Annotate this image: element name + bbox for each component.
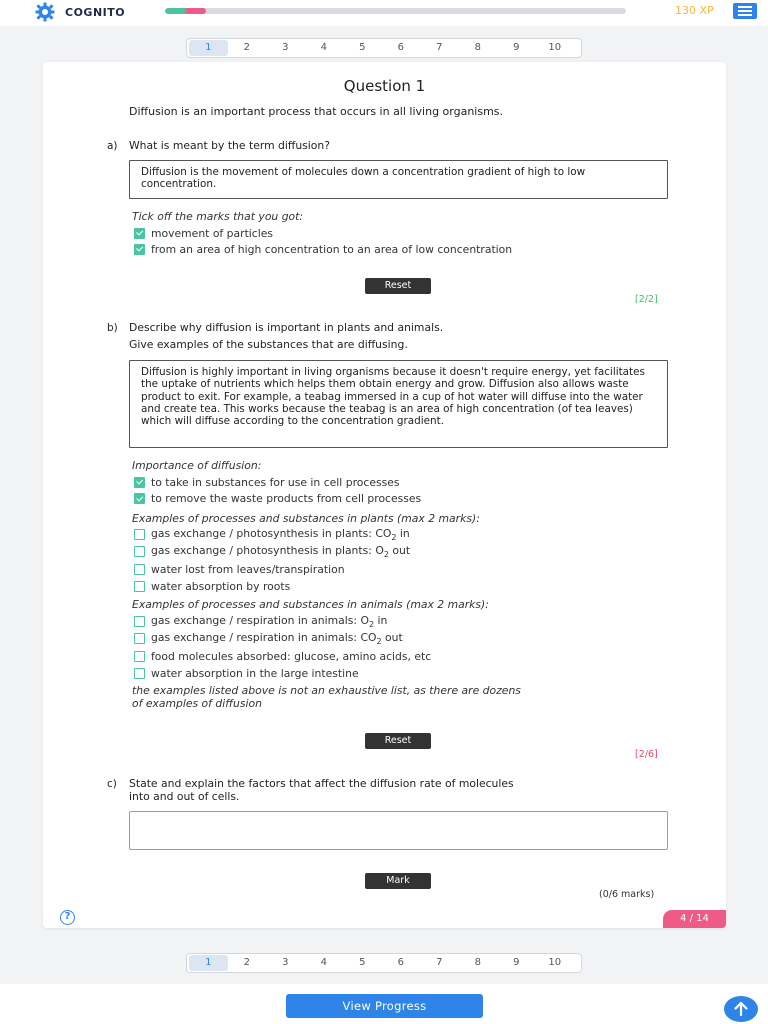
- mark-text: from an area of high concentration to an area of low concentration: [151, 242, 513, 256]
- mark-subscript: 2: [383, 550, 389, 560]
- part-b-letter: b): [107, 322, 118, 334]
- mark-label: [151, 631, 403, 646]
- part-c-letter: c): [107, 778, 117, 790]
- mark-text: out: [388, 544, 411, 558]
- question-intro: Diffusion is an important process that occurs in all living organisms.: [129, 105, 504, 118]
- part-a-mark-list: [134, 225, 512, 257]
- mark-checkbox-row[interactable]: [134, 543, 410, 560]
- checkbox-unchecked[interactable]: [134, 633, 145, 644]
- part-c-answer-input[interactable]: [129, 811, 668, 850]
- mark-label: [151, 227, 273, 240]
- part-b-importance-list: [134, 474, 421, 507]
- pagination-top-page-5[interactable]: 5: [359, 42, 366, 53]
- part-b-question-line1: Describe why diffusion is important in plants and animals.: [129, 321, 444, 334]
- mark-label: [151, 580, 290, 593]
- question-pagination-bottom: [186, 953, 582, 973]
- mark-label: [151, 492, 421, 505]
- question-pagination-top: [186, 38, 582, 58]
- part-a-answer-box[interactable]: Diffusion is the movement of molecules down a concentration gradient of high to low concentration.: [129, 160, 668, 199]
- mark-checkbox-row[interactable]: [134, 648, 431, 665]
- pagination-top-page-10[interactable]: 10: [548, 42, 562, 53]
- part-c-question-line2: into and out of cells.: [129, 790, 240, 803]
- pagination-bottom-page-1[interactable]: 1: [189, 955, 228, 971]
- checkbox-unchecked[interactable]: [134, 581, 145, 592]
- mark-text: out: [381, 631, 403, 645]
- part-c-marks-note: (0/6 marks): [599, 889, 655, 900]
- checkbox-unchecked[interactable]: [134, 616, 145, 627]
- mark-checkbox-row[interactable]: [134, 665, 431, 682]
- pagination-top-page-6[interactable]: 6: [397, 42, 404, 53]
- scroll-up-button[interactable]: [724, 996, 758, 1022]
- part-b-animals-list: [134, 613, 431, 682]
- mark-checkbox-row[interactable]: [134, 491, 421, 508]
- page-count-badge: 4 / 14: [663, 910, 726, 928]
- mark-subscript: 2: [368, 620, 375, 630]
- checkbox-checked[interactable]: [134, 228, 145, 239]
- part-b-note-line2: of examples of diffusion: [132, 697, 262, 710]
- mark-checkbox-row[interactable]: [134, 561, 410, 578]
- mark-checkbox-row[interactable]: [134, 630, 431, 647]
- part-b-plants-list: [134, 526, 410, 595]
- part-b-answer-box[interactable]: Diffusion is highly important in living organisms because it doesn't require energy, yet facilitates the uptake of nutrients which helps them obtain energy and grow. Diffusion also allows waste product to exit. For example, a teabag immersed in a cup of hot water will diffuse into the water and create tea. This works because the teabag is an area of high concentration (of tea leaves) which will diffuse according to the concentration gradient.: [129, 360, 668, 448]
- brand-name: COGNITO: [65, 5, 126, 19]
- question-title: Question 1: [343, 77, 426, 95]
- mark-checkbox-row[interactable]: [134, 474, 421, 491]
- menu-button[interactable]: [733, 3, 757, 19]
- pagination-top-page-9[interactable]: 9: [513, 42, 520, 53]
- mark-label: [151, 544, 410, 559]
- course-progress-bar: [165, 8, 626, 14]
- part-c-question-line1: State and explain the factors that affect the diffusion rate of molecules: [129, 777, 514, 790]
- pagination-bottom-page-9[interactable]: 9: [513, 957, 520, 968]
- part-b-question-line2: Give examples of the substances that are diffusing.: [129, 338, 408, 351]
- xp-counter: 130 XP: [675, 4, 714, 17]
- top-bar: [0, 0, 768, 26]
- mark-checkbox-row[interactable]: [134, 578, 410, 595]
- part-b-animals-heading: Examples of processes and substances in animals (max 2 marks):: [132, 598, 489, 611]
- mark-text: movement of particles: [151, 226, 274, 240]
- checkbox-checked[interactable]: [134, 493, 145, 504]
- bottom-bar: [0, 984, 768, 1024]
- part-b-note-line1: the examples listed above is not an exhaustive list, as there are dozens: [132, 684, 521, 697]
- mark-text: gas exchange / respiration in animals: O: [151, 614, 369, 628]
- mark-text: gas exchange / photosynthesis in plants: O: [151, 544, 384, 558]
- pagination-bottom-page-7[interactable]: 7: [436, 957, 443, 968]
- course-progress-fill: [165, 8, 206, 14]
- mark-text: to remove the waste products from cell processes: [151, 492, 422, 506]
- checkbox-unchecked[interactable]: [134, 564, 145, 575]
- part-a-reset-button[interactable]: Reset: [365, 278, 431, 294]
- mark-label: [151, 527, 410, 542]
- checkbox-checked[interactable]: [134, 244, 145, 255]
- pagination-top-page-2[interactable]: 2: [243, 42, 250, 53]
- pagination-top-page-7[interactable]: 7: [436, 42, 443, 53]
- part-b-importance-heading: Importance of diffusion:: [132, 459, 262, 472]
- pagination-top-page-8[interactable]: 8: [474, 42, 481, 53]
- part-c-mark-button[interactable]: Mark: [365, 873, 431, 889]
- part-b-reset-button[interactable]: Reset: [365, 733, 431, 749]
- gear-logo-icon: [30, 2, 60, 22]
- checkbox-checked[interactable]: [134, 477, 145, 488]
- checkbox-unchecked[interactable]: [134, 529, 145, 540]
- mark-checkbox-row[interactable]: [134, 225, 512, 241]
- mark-label: [151, 650, 431, 663]
- mark-text: water lost from leaves/transpiration: [151, 562, 345, 576]
- question-circle-icon[interactable]: ?: [60, 910, 75, 925]
- part-b-plants-heading: Examples of processes and substances in plants (max 2 marks):: [132, 512, 480, 525]
- part-a-score: [2/2]: [635, 294, 658, 305]
- hamburger-line: [738, 14, 752, 16]
- part-a-letter: a): [107, 140, 118, 152]
- arrow-up-icon: [733, 1001, 749, 1017]
- logo[interactable]: [30, 2, 125, 22]
- pagination-bottom-page-8[interactable]: 8: [474, 957, 481, 968]
- pagination-top-page-4[interactable]: 4: [320, 42, 327, 53]
- checkbox-unchecked[interactable]: [134, 546, 145, 557]
- mark-text: water absorption in the large intestine: [151, 667, 359, 681]
- mark-text: water absorption by roots: [151, 580, 291, 594]
- part-b-score: [2/6]: [635, 749, 658, 760]
- question-card: [43, 62, 726, 928]
- mark-label: [151, 243, 512, 256]
- mark-checkbox-row[interactable]: [134, 526, 410, 543]
- mark-text: in: [374, 614, 388, 628]
- hamburger-line: [738, 10, 752, 12]
- hamburger-icon: [738, 6, 752, 8]
- mark-subscript: 2: [376, 637, 382, 647]
- mark-text: gas exchange / respiration in animals: CO: [151, 631, 377, 645]
- mark-checkbox-row[interactable]: [134, 613, 431, 630]
- part-a-tick-heading: Tick off the marks that you got:: [132, 210, 304, 223]
- mark-label: [151, 614, 387, 629]
- view-progress-button[interactable]: View Progress: [286, 994, 483, 1018]
- checkbox-unchecked[interactable]: [134, 651, 145, 662]
- mark-label: [151, 667, 359, 680]
- pagination-bottom-page-6[interactable]: 6: [397, 957, 404, 968]
- pagination-top-page-1[interactable]: 1: [189, 40, 228, 56]
- pagination-bottom-page-3[interactable]: 3: [282, 957, 289, 968]
- pagination-bottom-page-2[interactable]: 2: [243, 957, 250, 968]
- part-a-question: What is meant by the term diffusion?: [129, 139, 330, 152]
- pagination-bottom-page-10[interactable]: 10: [548, 957, 562, 968]
- mark-checkbox-row[interactable]: [134, 241, 512, 257]
- mark-text: food molecules absorbed: glucose, amino acids, etc: [151, 649, 432, 663]
- mark-subscript: 2: [391, 533, 397, 543]
- mark-text: to take in substances for use in cell processes: [151, 475, 400, 489]
- mark-label: [151, 563, 345, 576]
- checkbox-unchecked[interactable]: [134, 668, 145, 679]
- pagination-bottom-page-5[interactable]: 5: [359, 957, 366, 968]
- mark-label: [151, 476, 399, 489]
- pagination-top-page-3[interactable]: 3: [282, 42, 289, 53]
- pagination-bottom-page-4[interactable]: 4: [320, 957, 327, 968]
- mark-text: gas exchange / photosynthesis in plants: CO: [151, 527, 392, 541]
- mark-text: in: [396, 527, 410, 541]
